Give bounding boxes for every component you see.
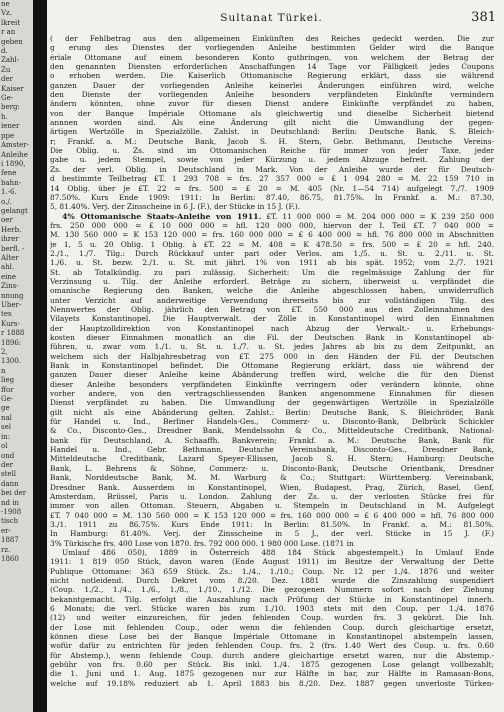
book-binding-shadow — [33, 0, 47, 712]
gutter-fragment: bei der — [1, 489, 27, 498]
gutter-fragment: sel — [1, 423, 11, 432]
gutter-fragment: ol — [1, 442, 8, 451]
text-line: Publique Ottomane: 363 659 Stück. Zs.: 1./4., 1./10.; Coup. Nr. 12 per 1./4. 1876 und weiter — [50, 566, 494, 576]
gutter-fragment: geben — [1, 37, 23, 46]
running-head-title: Sultanat Türkei. — [220, 12, 323, 24]
text-line: Amsterdam, Brüssel, Paris u. London. Zahlung der Zs. u. der verlosten Stücke frei für — [50, 491, 494, 501]
page-header — [47, 12, 496, 28]
text-line: für Handel u. Ind., Berliner Handels-Ges., Commerz- u. Disconto-Bank, Delbrück Schickler — [50, 417, 494, 427]
text-line: ärtigen Wertzölle in Spezialzölle. Zahlst. in Deutschland: Berlin: Deutsche Bank, S. Bleich- — [50, 127, 494, 137]
gutter-fragment: ge — [1, 404, 10, 413]
text-line: Verzinsung u. Tilg. der Anleihe erforderl. Beträge zu sichern, überweist u. verpfändet die — [50, 276, 494, 286]
gutter-fragment: Zins- — [1, 282, 19, 291]
gutter-fragment: 1300. — [1, 357, 22, 366]
gutter-fragment: eine — [1, 272, 17, 281]
text-line: Bank, L. Behrens & Söhne, Commerz- u. Disconto-Bank, Deutsche Orientbank, Dresdner — [50, 463, 494, 473]
text-line: & Co., Disconto-Ges., Dresdner Bank, Mendelssohn & Co., Mitteldeutsche Creditbank, National- — [50, 426, 494, 436]
gutter-fragment: oer — [1, 216, 13, 225]
text-line: ändern könnten, ohne zuvor für diesen Dienst andere Einkünfte verpfändet zu haben, — [50, 99, 494, 109]
text-line: ganzen Dauer der vorliegenden Anleihe keinerlei Änderungen einführen wird, welche — [50, 80, 494, 90]
text-line: St. ab Totalkündig. zu pari zulässig. Sicherheit: Um die regelmässige Zahlung der für — [50, 267, 494, 277]
text-line: immer von allen Ottoman. Steuern, Abgaben u. Stempeln in Deutschland in M. Aufgelegt — [50, 501, 494, 511]
gutter-fragment: dann — [1, 479, 19, 488]
section-title: 4% Ottomanische Staats-Anleihe von 1911. — [62, 211, 262, 221]
gutter-fragment: iener — [1, 122, 20, 131]
text-line: Handel u. Ind., Gebr. Bethmann, Deutsche Vereinsbank, Disconto-Ges., Dresdner Bank, — [50, 445, 494, 455]
gutter-fragment: h. — [1, 112, 8, 121]
gutter-fragment: Kaiser — [1, 84, 24, 93]
text-line: der Lose mit fehlenden Coup., oder wenn die fehlenden Coup. durch gleichartige ersetzt, — [50, 622, 494, 632]
text-line: Zs. der verl. Oblig. in Deutschland in Mark. Von der Anleihe wurde der für Deutsch- — [50, 164, 494, 174]
gutter-fragment: 1860 — [1, 554, 19, 563]
text-line: annnen worden sind. Als eine Änderung gilt nicht die Umwandlung der gegen- — [50, 118, 494, 128]
text-line: o erhoben werden. Die Kaiserlich Ottomanische Regierung erklärt, dass sie während — [50, 71, 494, 81]
gutter-fragment: bahn- — [1, 178, 22, 187]
text-line: bank für Deutschland, A. Schaaffh. Bankverein; Frankf. a. M.: Deutsche Bank, Bank für — [50, 435, 494, 445]
text-line: führen, u. zwar vom 1./1. u. St. u. 1./7. u. St. jedes Jahres ab bis zu dem Zeitpunkt, an — [50, 342, 494, 352]
text-line: bekanntgemacht. Tilg. erfolgt die Auszahlung nach Prüfung der Stücke in Konstantinopel innerh. — [50, 594, 494, 604]
text-line: nicht notleidend. Durch Dekret vom 8./20. Dez. 1881 wurde die Zinszahlung suspendiert — [50, 575, 494, 585]
text-line: 3% Türkische frs. 400 Lose von 1870. frs. 792 000 000. 1 980 000 Lose. (1871 in — [50, 538, 354, 548]
text-line: ( der Fehlbetrag aus den allgemeinen Einkünften des Reiches gedeckt werden. Die zur — [50, 34, 494, 43]
gutter-fragment: ahl. — [1, 263, 15, 272]
gutter-fragment: berfl. - — [1, 244, 25, 253]
text-line: können diese Lose bei der Banque Impériale Ottomane in Konstantinopel abstempeln lassen, — [50, 632, 494, 641]
gutter-fragment: gelangt — [1, 206, 28, 215]
gutter-fragment: berg: — [1, 103, 20, 112]
text-line: Dienst verpfändet zu haben. Die Umwandlung der gegenwärtigen Wertzölle in Spezialzölle — [50, 398, 494, 408]
text-line: In Hamburg: 81.40%. Verj. der Zinsscheine in 5 J., der verl. Stücke in 15 J. (F.) — [50, 529, 494, 539]
gutter-fragment: lieg — [1, 376, 15, 385]
gutter-fragment: nal — [1, 413, 12, 422]
text-line: 1./6. u. St. bezw. 2./1. u. St. mit jährl. 1% von 1911 ab bis spät. 1952; vom 2./7. 1921 — [50, 258, 494, 268]
text-line: gabe u. jedem Stempel, sowie von jeder Kürzung u. jedem Abzuge befreit. Zahlung der — [50, 155, 494, 165]
text-line: £T. 7 040 000 = M. 130 560 000 = K 153 120 000 = frs. 160 000 000 = £ 6 400 000 = hfl. 76 800 000 — [50, 510, 494, 520]
text-line: der Hauptzolldirektion von Konstantinopel nach Abzug der Verwalt.- u. Erhebungs- — [50, 323, 494, 333]
gutter-fragment: n — [1, 366, 6, 375]
gutter-fragment: d. — [1, 47, 8, 56]
text-line: g erung des Dienstes der vorliegenden Anleihe bestimmten Gelder wird die Banque — [50, 43, 494, 53]
text-line: omanische Regierung den Banken, welche die Anleihe abgeschlossen haben, unwiderruflich — [50, 286, 494, 296]
gutter-fragment: Zu — [1, 65, 11, 74]
gutter-fragment: ond — [1, 451, 15, 460]
gutter-fragment: lkreit — [1, 18, 21, 27]
gutter-fragment: ne — [1, 0, 10, 8]
gutter-fragment: nd in — [1, 498, 19, 507]
text-line: Mitteldeutsche Creditbank, Lazard Speyer-Ellissen, Jacob S. H. Stern; Hamburg: Deutsche — [50, 454, 494, 464]
text-line: Die Oblig. u. Zs. sind im Ottomanischen Reiche für immer von jeder Taxe, jeder — [50, 146, 494, 156]
text-line: wofür dafür zu entrichten für jeden fehlenden Coup. frs. 2 (frs. 1.40 Wert des Coup. u. frs. 0.60 — [50, 641, 494, 651]
gutter-fragment: der — [1, 460, 13, 469]
section-heading-line: 4% Ottomanische Staats-Anleihe von 1911. £T. 11 000 000 = M. 204 000 000 = K 239 250 000 — [62, 211, 494, 221]
gutter-fragment: tisch — [1, 517, 19, 526]
text-line: die 1. Juni und 1. Aug. 1875 gezogenen nur zur Hälfte in bar, zur Hälfte in Ramasan-Bons, — [50, 669, 494, 679]
gutter-fragment: o./. — [1, 197, 12, 206]
gutter-fragment: Kurs- — [1, 319, 20, 328]
gutter-fragment: ihrer — [1, 235, 19, 244]
body-text — [50, 34, 494, 688]
text-line: ériale Ottomane auf einem besonderen Konto gutbringen, von welchem der Betrag der — [50, 52, 494, 62]
text-line: von der Banque Impériale Ottomane als gleichwertig und dieselbe Sicherheit bietend — [50, 108, 494, 118]
gutter-fragment: 2, — [1, 348, 8, 357]
text-line: den genannten Diensten erforderlichen Anschaffungen 14 Tage vor Fälligkeit jedes Coupons — [50, 62, 494, 72]
text-line: Dresdner Bank. Ausserdem in Konstantinopel, Wien, Budapest, Prag, Zürich, Basel, Genf, — [50, 482, 494, 492]
gutter-fragment: nnung — [1, 291, 24, 300]
text-line: 2./1., 1./7. Tilg.: Durch Rückkauf unter pari oder Verlos. am 1./5. u. St. u. 2./11. u. St. — [50, 248, 494, 258]
gutter-fragment: der — [1, 75, 13, 84]
gutter-fragment: ffor — [1, 385, 14, 394]
gutter-fragment: ppe — [1, 131, 15, 140]
text-line: d bestimmte Teilbetrag £T. 1 293 708 = frs. 27 357 000 = £ 1 094 280 = M. 22 159 710 in — [50, 174, 494, 184]
text-line: welchem sich der Halbjahresbetrag von £T. 275 000 in den Händen der Fil. der Deutschen — [50, 351, 494, 361]
text-line: dieser Anleihe besonders verpfändeten Einkünfte verringern oder verändern könnte, ohne — [50, 379, 494, 389]
gutter-fragment: rz. — [1, 545, 11, 554]
gutter-fragment: r 1888 — [1, 329, 25, 338]
text-line: 1911: 1 819 050 Stück, davon waren (Ende August 1911) im Besitze der Verwaltung der Dette — [50, 557, 494, 567]
gutter-fragment: stell — [1, 470, 17, 479]
text-line: M. 130 560 000 = K 153 120 000 = frs. 160 000 000 = £ 6 400 000 = hfl. 76 800 000 in Abschnitten — [50, 230, 494, 240]
text-line: gilt nicht als eine Abänderung gelten. Zahlst.: Berlin: Deutsche Bank, S. Bleichröder, Bank — [50, 407, 494, 417]
text-line: 5, 81.40%. Verj. der Zinsscheine in 6 J. (F.), der Stücke in 15 J. (F.). — [50, 202, 301, 212]
text-line: vorher andere, von den vertragschliessenden Banken angenommene Einnahmen für diesen — [50, 389, 494, 399]
gutter-fragment: Alter — [1, 253, 19, 262]
text-line: den Dienste der vorliegenden Anleihe besonders verpfändeten Einkünfte vermindern — [50, 90, 494, 100]
gutter-fragment: fene — [1, 169, 17, 178]
gutter-fragment: 1896: — [1, 338, 22, 347]
gutter-fragment: er- — [1, 526, 11, 535]
gutter-fragment: tes — [1, 310, 12, 319]
text-line: 6 Monats; die verl. Stücke waren bis zum 1./10. 1903 stets mit den Coup. per 1./4. 1876 — [50, 603, 494, 613]
text-line: Nennwertes der Oblig. jährlich den Betrag von £T. 550 000 aus den Zolleinnahmen des — [50, 304, 494, 314]
gutter-fragment: 1.-6. — [1, 188, 17, 197]
text-line: 3./1. 1911 zu 86.75%. Kurs Ende 1911: In Berlin: 81.50%. In Frankf. a. M.: 81.50%. — [50, 519, 494, 529]
text-line: Bank in Konstantinopel befindet. Die Ottomane Regierung erklärt, dass sie während der — [50, 361, 494, 371]
text-line: 14 Oblig. über je £T. 22 = frs. 500 = £ 20 = M. 405 (Nr. 1—54 714) aufgelegt 7./7. 1909 — [50, 183, 494, 193]
previous-page-margin-fragments — [0, 0, 33, 712]
gutter-fragment: Vz. — [1, 9, 12, 18]
gutter-fragment: 1887 — [1, 536, 19, 545]
gutter-fragment: i 1890, — [1, 159, 26, 168]
text-line: je 1, 5 u. 20 Oblig. 1 Oblig. à £T. 22 = M. 408 = K 478.50 = frs. 500 = £ 20 = hfl. 240. — [50, 239, 494, 249]
text-line: (12) und weiter einzureichen, für jeden fehlenden Coup. wurden frs. 3 gekürzt. Die Inh. — [50, 613, 494, 623]
section-heading-line: Umlauf 486 050), 1889 in Österreich 488 184 Stück abgestempelt.) In Umlauf Ende — [62, 547, 494, 557]
gutter-fragment: in: — [1, 432, 11, 441]
page-number: 381 — [471, 10, 496, 25]
book-page — [47, 0, 504, 712]
gutter-fragment: -1908 — [1, 507, 22, 516]
text-line: (Coup. 1./2., 1./4., 1./6., 1./8., 1./10., 1./12. Die gezogenen Nummern sofort nach der Ziehung — [50, 585, 494, 595]
text-line: ganzen Dauer dieser Anleihe keine Abänderung treffen wird, welche die für den Dienst — [50, 370, 494, 380]
text-line: für Abstemp.), wenn fehlende Coup. durch andere gleichartige ersetzt waren, nur die Abstemp.- — [50, 650, 494, 660]
text-line: welche auf 19.18% reduziert ab 1. April 1883 bis 8./20. Dez. 1887 gegen unverloste Türken- — [50, 678, 494, 688]
gutter-fragment: Amster- — [1, 141, 29, 150]
gutter-fragment: Über- — [1, 301, 22, 309]
text-line: Vilayets Konstantinopel. Die Hauptverwalt. der Zölle in Konstantinopel wird den Einnahmen — [50, 314, 494, 324]
text-line: kosten dieser Einnahmen monatlich an die Fil. der Deutschen Bank in Konstantinopel ab- — [50, 333, 494, 342]
text-line: r; Frankf. a. M.: Deutsche Bank, Jacob S. H. Stern, Gebr. Bethmann, Deutsche Vereins- — [50, 136, 494, 146]
gutter-fragment: Ge- — [1, 395, 14, 404]
gutter-fragment: Ge- — [1, 94, 14, 103]
gutter-fragment: Zahl- — [1, 56, 20, 65]
gutter-fragment: Herb. — [1, 225, 22, 234]
text-line: frs. 250 000 000 = £ 10 000 000 = hfl. 120 000 000, hiervon der I. Teil £T. 7 040 000 = — [50, 220, 494, 230]
text-line: 87.50%. Kurs Ende 1909: 1911: In Berlin: 87.40, 86.75, 81.75%. In Frankf. a. M.: 87.30, — [50, 192, 494, 202]
text-line: unter Verzicht auf anderweitige Verwendung ihrerseits bis zur vollständigen Tilg. des — [50, 295, 494, 305]
gutter-fragment: r an — [1, 28, 16, 37]
gutter-fragment: Anleihe — [1, 150, 28, 159]
text-line: Bank, Norddeutsche Bank, M. M. Warburg & Co.; Stuttgart: Württemberg. Vereinsbank, — [50, 473, 494, 483]
text-line: gebühr von frs. 0.60 per Stück. Bis inkl. 1./4. 1875 gezogenen Lose gelangt vollbezahlt; — [50, 660, 494, 670]
